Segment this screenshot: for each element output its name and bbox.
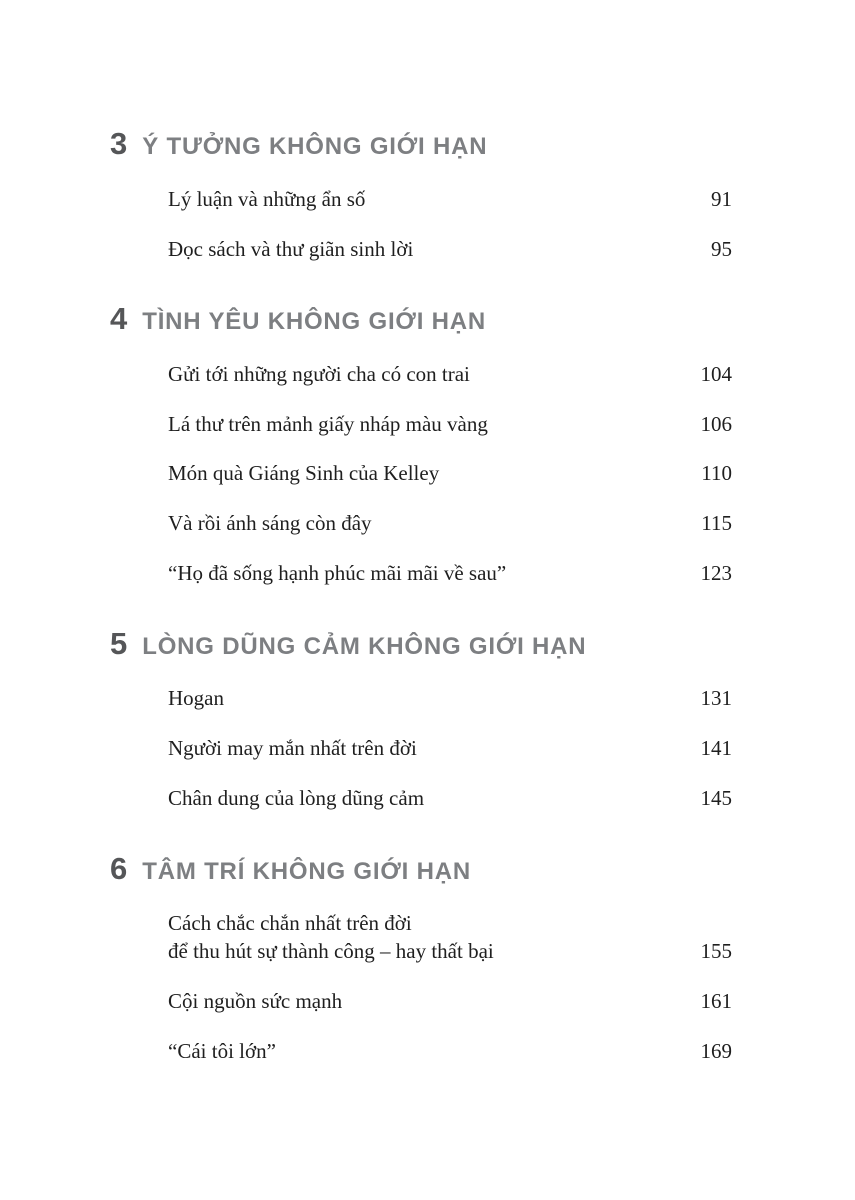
toc-entry — [168, 236, 732, 264]
chapter-entries — [110, 186, 732, 263]
toc-entry — [168, 186, 732, 214]
chapter-number: 5 — [110, 625, 128, 661]
toc-entry-page: 141 — [700, 736, 732, 761]
toc-entry-page: 145 — [700, 785, 732, 810]
toc-entry — [168, 1038, 732, 1066]
toc-entry-title: Hogan — [168, 686, 224, 711]
chapter-heading — [110, 850, 732, 887]
toc-entry-title: “Cái tôi lớn” — [168, 1038, 276, 1063]
toc-entry-title-line: Cách chắc chắn nhất trên đời — [168, 911, 412, 936]
toc-entry — [168, 988, 732, 1016]
toc-entry-title: Lý luận và những ẩn số — [168, 186, 366, 211]
toc-entry — [168, 735, 732, 763]
toc-entry — [168, 560, 732, 588]
toc-entry — [168, 460, 732, 488]
chapter-heading — [110, 625, 732, 662]
chapter-number: 4 — [110, 301, 128, 337]
toc-entry-page: 155 — [700, 939, 732, 964]
toc-entry-title: Cội nguồn sức mạnh — [168, 988, 343, 1013]
toc-entry-page: 106 — [700, 411, 732, 436]
toc-entry-title: Người may mắn nhất trên đời — [168, 736, 417, 761]
toc-entry-page: 104 — [700, 362, 732, 387]
toc-chapter-4 — [110, 303, 732, 587]
chapter-entries — [110, 685, 732, 812]
chapter-entries — [110, 910, 732, 1065]
toc-entry-title: “Họ đã sống hạnh phúc mãi mãi về sau” — [168, 560, 507, 585]
toc-entry — [168, 910, 732, 965]
chapter-title: TÂM TRÍ KHÔNG GIỚI HẠN — [142, 857, 471, 885]
toc-entry — [168, 785, 732, 813]
toc-entry-page: 110 — [701, 461, 732, 486]
toc-chapter-5 — [110, 625, 732, 813]
toc-entry-page: 123 — [700, 560, 732, 585]
toc-entry-page: 131 — [700, 686, 732, 711]
toc-entry-title: Món quà Giáng Sinh của Kelley — [168, 461, 440, 486]
toc-entry-title-line: để thu hút sự thành công – hay thất bại — [168, 939, 494, 964]
toc-entry — [168, 411, 732, 439]
chapter-number: 6 — [110, 850, 128, 886]
chapter-number: 3 — [110, 126, 128, 161]
chapter-title: Ý TƯỞNG KHÔNG GIỚI HẠN — [142, 133, 488, 160]
toc-entry — [168, 510, 732, 538]
chapter-title: TÌNH YÊU KHÔNG GIỚI HẠN — [142, 308, 487, 336]
toc-entry-page: 161 — [700, 988, 732, 1013]
toc-entry-title: Gửi tới những người cha có con trai — [168, 362, 470, 387]
toc-entry-title: Đọc sách và thư giãn sinh lời — [168, 236, 414, 261]
toc-entry-page: 169 — [700, 1038, 732, 1063]
toc-entry — [168, 685, 732, 713]
toc-chapter-3 — [110, 128, 732, 263]
toc-entry-title: Chân dung của lòng dũng cảm — [168, 785, 425, 810]
toc-entry-title: Lá thư trên mảnh giấy nháp màu vàng — [168, 411, 488, 436]
chapter-heading — [110, 303, 732, 337]
toc-chapter-6 — [110, 850, 732, 1066]
toc-entry-page: 115 — [701, 511, 732, 536]
toc-content — [110, 128, 732, 1065]
chapter-heading — [110, 128, 732, 162]
chapter-title: LÒNG DŨNG CẢM KHÔNG GIỚI HẠN — [142, 632, 587, 660]
toc-entry-page: 91 — [711, 186, 732, 211]
toc-entry-title: Và rồi ánh sáng còn đây — [168, 511, 372, 536]
toc-entry — [168, 361, 732, 389]
toc-entry-title — [168, 910, 494, 965]
chapter-entries — [110, 361, 732, 588]
toc-entry-page: 95 — [711, 236, 732, 261]
